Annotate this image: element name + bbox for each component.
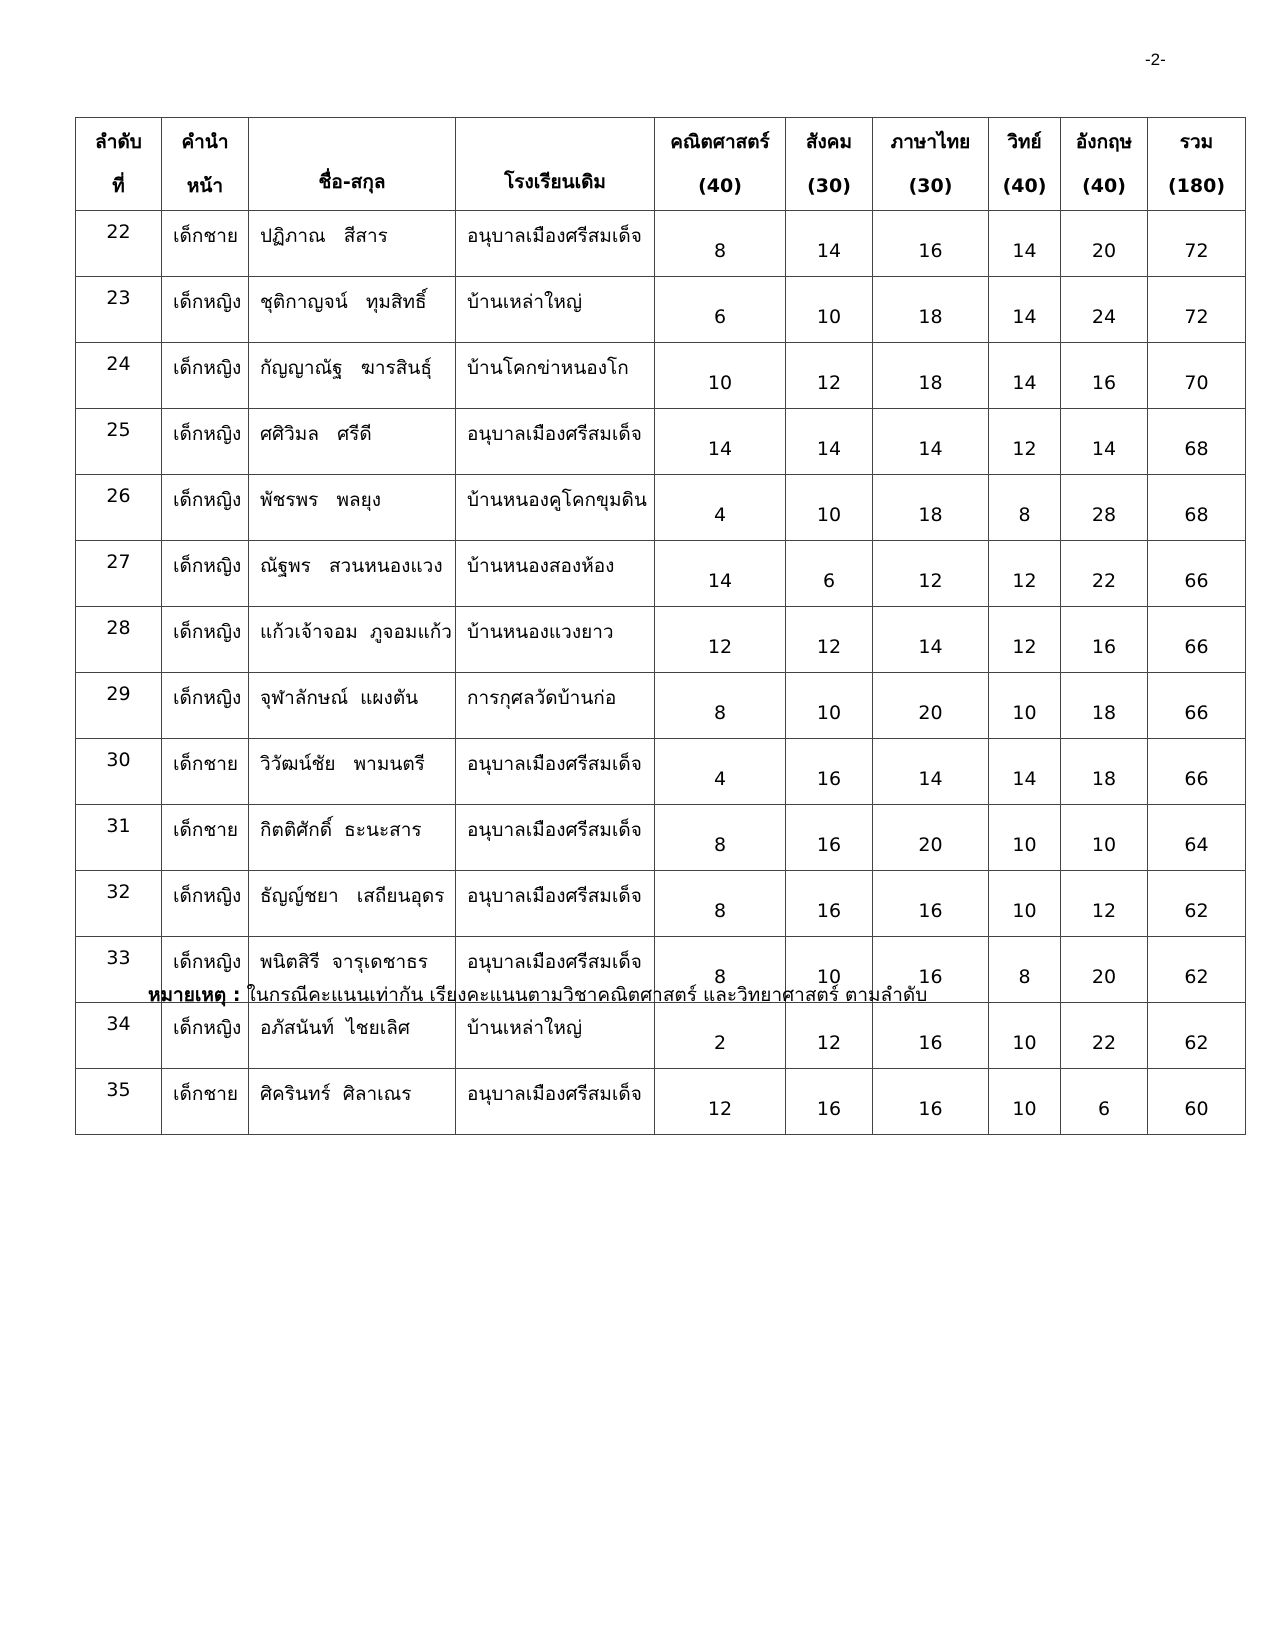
cell-total: 70	[1148, 343, 1246, 409]
cell-name: วิวัฒน์ชัย พามนตรี	[249, 739, 456, 805]
cell-school: อนุบาลเมืองศรีสมเด็จ	[456, 409, 655, 475]
cell-total: 62	[1148, 871, 1246, 937]
cell-thai: 20	[873, 673, 989, 739]
cell-school: บ้านโคกข่าหนองโก	[456, 343, 655, 409]
cell-math: 2	[655, 1003, 786, 1069]
cell-prefix: เด็กหญิง	[162, 871, 249, 937]
table-row	[76, 211, 1246, 277]
cell-name: ศิครินทร์ ศิลาเณร	[249, 1069, 456, 1135]
cell-school: บ้านเหล่าใหญ่	[456, 1003, 655, 1069]
cell-school: อนุบาลเมืองศรีสมเด็จ	[456, 871, 655, 937]
cell-school: อนุบาลเมืองศรีสมเด็จ	[456, 739, 655, 805]
cell-science: 10	[989, 805, 1061, 871]
cell-math: 8	[655, 871, 786, 937]
cell-thai: 18	[873, 277, 989, 343]
cell-math: 14	[655, 409, 786, 475]
cell-total: 66	[1148, 607, 1246, 673]
table-row	[76, 1003, 1246, 1069]
cell-social: 12	[786, 607, 873, 673]
cell-no: 31	[76, 805, 162, 871]
cell-thai: 14	[873, 739, 989, 805]
header-science: วิทย์ (40)	[989, 118, 1061, 211]
cell-math: 8	[655, 211, 786, 277]
header-total: รวม (180)	[1148, 118, 1246, 211]
header-school: โรงเรียนเดิม	[456, 118, 655, 211]
cell-total: 66	[1148, 541, 1246, 607]
cell-science: 12	[989, 409, 1061, 475]
cell-math: 6	[655, 277, 786, 343]
cell-name: ณัฐพร สวนหนองแวง	[249, 541, 456, 607]
cell-science: 8	[989, 937, 1061, 1003]
cell-science: 10	[989, 1003, 1061, 1069]
table-row	[76, 805, 1246, 871]
cell-total: 72	[1148, 277, 1246, 343]
cell-total: 62	[1148, 1003, 1246, 1069]
table-row	[76, 739, 1246, 805]
cell-social: 16	[786, 1069, 873, 1135]
cell-thai: 18	[873, 343, 989, 409]
cell-science: 14	[989, 277, 1061, 343]
cell-prefix: เด็กหญิง	[162, 1003, 249, 1069]
cell-no: 22	[76, 211, 162, 277]
cell-thai: 14	[873, 409, 989, 475]
cell-total: 72	[1148, 211, 1246, 277]
cell-no: 24	[76, 343, 162, 409]
cell-no: 29	[76, 673, 162, 739]
cell-social: 10	[786, 277, 873, 343]
cell-name: กิตติศักดิ์ ธะนะสาร	[249, 805, 456, 871]
cell-no: 27	[76, 541, 162, 607]
header-prefix: คำนำ หน้า	[162, 118, 249, 211]
cell-thai: 16	[873, 1069, 989, 1135]
cell-english: 22	[1061, 541, 1148, 607]
cell-science: 10	[989, 673, 1061, 739]
cell-prefix: เด็กชาย	[162, 1069, 249, 1135]
cell-prefix: เด็กหญิง	[162, 937, 249, 1003]
cell-total: 66	[1148, 673, 1246, 739]
table-row	[76, 673, 1246, 739]
cell-no: 28	[76, 607, 162, 673]
cell-no: 35	[76, 1069, 162, 1135]
cell-name: ชุติกาญจน์ ทุมสิทธิ์	[249, 277, 456, 343]
cell-total: 64	[1148, 805, 1246, 871]
cell-english: 20	[1061, 937, 1148, 1003]
header-thai: ภาษาไทย (30)	[873, 118, 989, 211]
cell-english: 6	[1061, 1069, 1148, 1135]
page-number: -2-	[1145, 50, 1166, 69]
table-row	[76, 409, 1246, 475]
header-math: คณิตศาสตร์ (40)	[655, 118, 786, 211]
cell-science: 8	[989, 475, 1061, 541]
cell-thai: 16	[873, 1003, 989, 1069]
cell-no: 26	[76, 475, 162, 541]
cell-social: 16	[786, 871, 873, 937]
cell-science: 10	[989, 871, 1061, 937]
cell-total: 68	[1148, 475, 1246, 541]
cell-prefix: เด็กหญิง	[162, 673, 249, 739]
cell-social: 14	[786, 409, 873, 475]
cell-social: 12	[786, 1003, 873, 1069]
cell-school: บ้านหนองสองห้อง	[456, 541, 655, 607]
cell-math: 12	[655, 1069, 786, 1135]
note	[148, 980, 927, 1010]
cell-science: 10	[989, 1069, 1061, 1135]
cell-math: 10	[655, 343, 786, 409]
table-row	[76, 541, 1246, 607]
cell-name: พนิตสิรี จารุเดชาธร	[249, 937, 456, 1003]
cell-math: 8	[655, 805, 786, 871]
cell-english: 14	[1061, 409, 1148, 475]
cell-name: จุฬาลักษณ์ แผงตัน	[249, 673, 456, 739]
cell-english: 20	[1061, 211, 1148, 277]
cell-prefix: เด็กหญิง	[162, 475, 249, 541]
cell-social: 16	[786, 739, 873, 805]
cell-name: พัชรพร พลยุง	[249, 475, 456, 541]
header-english: อังกฤษ (40)	[1061, 118, 1148, 211]
cell-school: อนุบาลเมืองศรีสมเด็จ	[456, 937, 655, 1003]
cell-thai: 16	[873, 871, 989, 937]
table-row	[76, 607, 1246, 673]
header-social: สังคม (30)	[786, 118, 873, 211]
cell-no: 33	[76, 937, 162, 1003]
cell-english: 28	[1061, 475, 1148, 541]
cell-prefix: เด็กชาย	[162, 805, 249, 871]
cell-social: 10	[786, 475, 873, 541]
cell-prefix: เด็กหญิง	[162, 343, 249, 409]
cell-no: 34	[76, 1003, 162, 1069]
cell-thai: 16	[873, 937, 989, 1003]
table-header	[76, 118, 1246, 211]
note-text: ในกรณีคะแนนเท่ากัน เรียงคะแนนตามวิชาคณิตศาสตร์ และวิทยาศาสตร์ ตามลำดับ	[240, 984, 928, 1006]
cell-school: อนุบาลเมืองศรีสมเด็จ	[456, 1069, 655, 1135]
cell-total: 60	[1148, 1069, 1246, 1135]
cell-english: 16	[1061, 607, 1148, 673]
cell-english: 12	[1061, 871, 1148, 937]
cell-english: 18	[1061, 673, 1148, 739]
note-label: หมายเหตุ :	[148, 984, 241, 1006]
cell-thai: 14	[873, 607, 989, 673]
cell-thai: 12	[873, 541, 989, 607]
cell-prefix: เด็กหญิง	[162, 541, 249, 607]
cell-social: 6	[786, 541, 873, 607]
header-no: ลำดับ ที่	[76, 118, 162, 211]
cell-science: 14	[989, 739, 1061, 805]
table-row	[76, 1069, 1246, 1135]
header-name: ชื่อ-สกุล	[249, 118, 456, 211]
cell-math: 4	[655, 739, 786, 805]
cell-no: 30	[76, 739, 162, 805]
cell-math: 8	[655, 937, 786, 1003]
cell-thai: 20	[873, 805, 989, 871]
cell-social: 10	[786, 937, 873, 1003]
table-row	[76, 277, 1246, 343]
cell-thai: 18	[873, 475, 989, 541]
cell-name: ธัญญ์ชยา เสถียนอุดร	[249, 871, 456, 937]
cell-prefix: เด็กหญิง	[162, 607, 249, 673]
cell-social: 12	[786, 343, 873, 409]
cell-science: 14	[989, 211, 1061, 277]
table-row	[76, 343, 1246, 409]
cell-social: 16	[786, 805, 873, 871]
cell-name: กัญญาณัฐ ฆารสินธุ์	[249, 343, 456, 409]
cell-school: อนุบาลเมืองศรีสมเด็จ	[456, 805, 655, 871]
cell-name: ศศิวิมล ศรีดี	[249, 409, 456, 475]
cell-no: 23	[76, 277, 162, 343]
cell-name: อภัสนันท์ ไชยเลิศ	[249, 1003, 456, 1069]
cell-school: บ้านหนองคูโคกขุมดิน	[456, 475, 655, 541]
cell-school: บ้านหนองแวงยาว	[456, 607, 655, 673]
cell-math: 4	[655, 475, 786, 541]
cell-school: บ้านเหล่าใหญ่	[456, 277, 655, 343]
cell-english: 10	[1061, 805, 1148, 871]
table-row	[76, 871, 1246, 937]
cell-prefix: เด็กชาย	[162, 739, 249, 805]
cell-total: 66	[1148, 739, 1246, 805]
cell-math: 12	[655, 607, 786, 673]
cell-science: 14	[989, 343, 1061, 409]
cell-school: การกุศลวัดบ้านก่อ	[456, 673, 655, 739]
cell-no: 25	[76, 409, 162, 475]
cell-english: 18	[1061, 739, 1148, 805]
cell-name: แก้วเจ้าจอม ภูจอมแก้ว	[249, 607, 456, 673]
cell-science: 12	[989, 607, 1061, 673]
cell-math: 14	[655, 541, 786, 607]
cell-social: 10	[786, 673, 873, 739]
cell-prefix: เด็กหญิง	[162, 277, 249, 343]
cell-english: 24	[1061, 277, 1148, 343]
cell-prefix: เด็กหญิง	[162, 409, 249, 475]
cell-school: อนุบาลเมืองศรีสมเด็จ	[456, 211, 655, 277]
cell-total: 68	[1148, 409, 1246, 475]
cell-total: 62	[1148, 937, 1246, 1003]
cell-english: 22	[1061, 1003, 1148, 1069]
table-row	[76, 475, 1246, 541]
cell-english: 16	[1061, 343, 1148, 409]
cell-thai: 16	[873, 211, 989, 277]
cell-social: 14	[786, 211, 873, 277]
cell-math: 8	[655, 673, 786, 739]
cell-no: 32	[76, 871, 162, 937]
cell-prefix: เด็กชาย	[162, 211, 249, 277]
cell-name: ปฏิภาณ สีสาร	[249, 211, 456, 277]
cell-science: 12	[989, 541, 1061, 607]
